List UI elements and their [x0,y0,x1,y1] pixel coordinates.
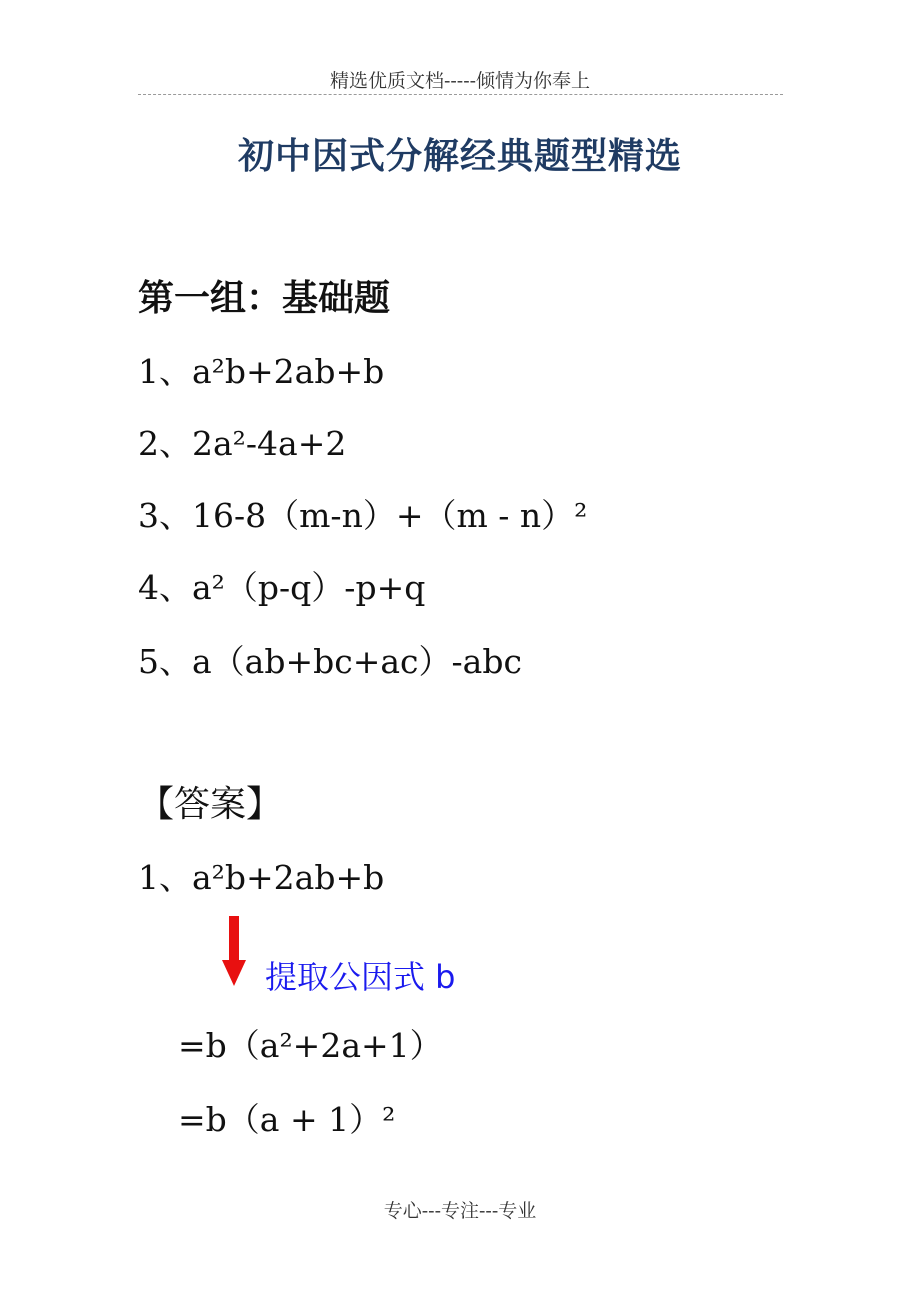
document-title: 初中因式分解经典题型精选 [237,136,682,177]
problem-5: 5、a（ab+bc+ac）-abc [138,642,522,681]
page-header: 精选优质文档-----倾情为你奉上 [329,70,591,92]
page-footer: 专心---专注---专业 [383,1200,537,1222]
group-heading: 第一组：基础题 [138,278,391,319]
header-divider [138,94,783,95]
problem-4: 4、a²（p-q）-p+q [138,568,426,607]
problem-3: 3、16-8（m-n）+（m - n）² [138,496,588,535]
problem-2: 2、2a²-4a+2 [138,424,347,463]
method-note: 提取公因式 b [265,958,456,996]
problem-1: 1、a²b+2ab+b [138,352,385,391]
answer-step-1: =b（a²+2a+1） [178,1026,443,1065]
down-arrow-icon [222,916,246,986]
answer-problem-1: 1、a²b+2ab+b [138,858,385,897]
answer-step-2: =b（a + 1）² [178,1100,396,1139]
answer-heading: 【答案】 [138,784,283,825]
